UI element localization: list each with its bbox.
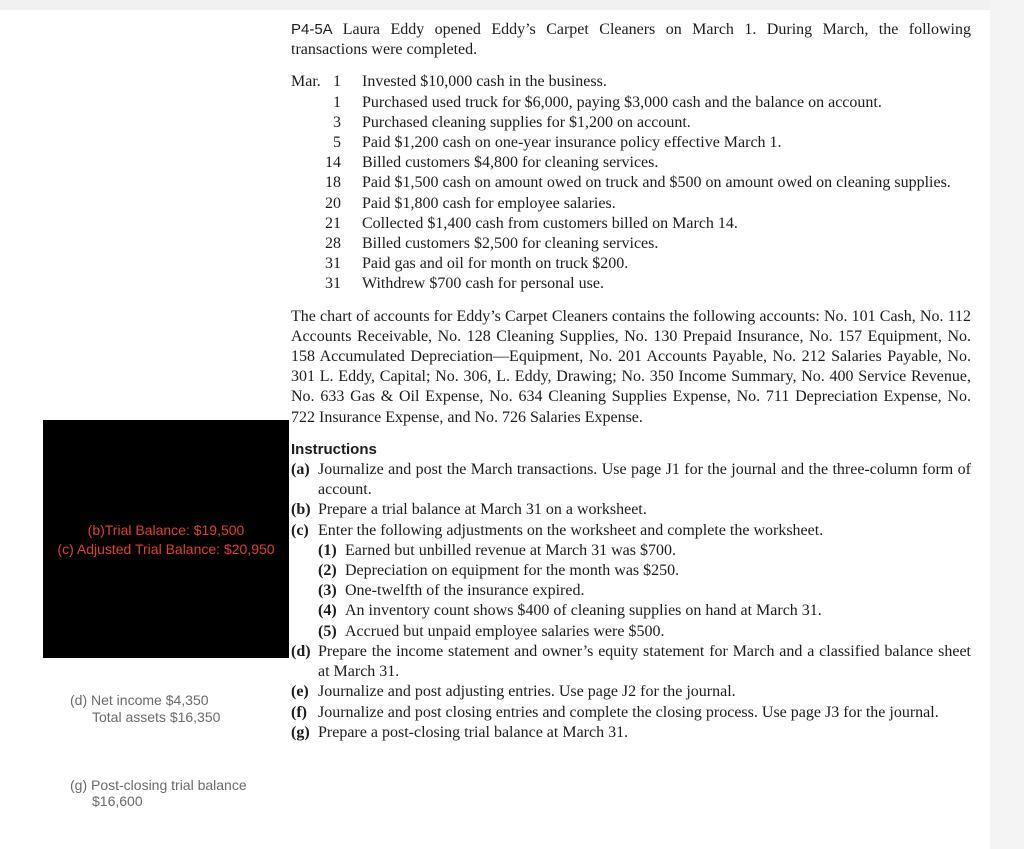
transaction-day: 21 bbox=[325, 214, 341, 232]
transaction-date bbox=[291, 274, 345, 294]
instruction-c bbox=[291, 521, 971, 541]
transaction-description: Billed customers $4,800 for cleaning services. bbox=[362, 154, 659, 172]
transaction-row bbox=[291, 133, 971, 153]
adjustment-4 bbox=[291, 601, 971, 621]
total-assets-answer: Total assets $16,350 bbox=[92, 709, 221, 725]
adjustment-label: (3) bbox=[318, 582, 337, 600]
instruction-label: (g) bbox=[291, 723, 310, 741]
instructions-heading: Instructions bbox=[291, 440, 377, 458]
transaction-date bbox=[291, 93, 345, 113]
instruction-d bbox=[291, 642, 971, 682]
transaction-date bbox=[291, 254, 345, 274]
instruction-text: Journalize and post adjusting entries. Use page J2 for the journal. bbox=[318, 683, 736, 701]
transaction-row bbox=[291, 214, 971, 234]
instruction-label: (d) bbox=[291, 642, 311, 660]
transaction-date bbox=[291, 214, 345, 234]
instruction-text: Prepare a trial balance at March 31 on a worksheet. bbox=[318, 501, 647, 519]
transaction-description: Billed customers $2,500 for cleaning services. bbox=[362, 235, 659, 253]
transaction-day: 14 bbox=[325, 154, 341, 172]
adjustment-label: (2) bbox=[318, 562, 337, 580]
redacted-answer-box bbox=[43, 420, 289, 658]
right-page-margin bbox=[990, 0, 1024, 849]
transaction-day: 5 bbox=[333, 134, 341, 152]
transaction-description: Paid $1,200 cash on one-year insurance policy effective March 1. bbox=[362, 134, 782, 152]
transaction-description: Purchased used truck for $6,000, paying $3,000 cash and the balance on account. bbox=[362, 93, 882, 111]
instruction-text: Journalize and post the March transactions. Use page J1 for the journal and the three-column form of account. bbox=[318, 461, 971, 499]
transaction-date bbox=[291, 72, 345, 92]
top-scan-strip bbox=[0, 0, 1024, 10]
adjustment-text: Accrued but unpaid employee salaries were $500. bbox=[345, 622, 665, 640]
transaction-description: Withdrew $700 cash for personal use. bbox=[362, 275, 604, 293]
adjustment-text: Earned but unbilled revenue at March 31 was $700. bbox=[345, 541, 677, 559]
instruction-b bbox=[291, 500, 971, 520]
transaction-description: Invested $10,000 cash in the business. bbox=[362, 73, 607, 91]
transaction-date bbox=[291, 133, 345, 153]
transaction-day: 1 bbox=[333, 73, 341, 91]
transaction-row bbox=[291, 194, 971, 214]
transaction-date bbox=[291, 113, 345, 133]
transaction-date bbox=[291, 194, 345, 214]
adjustment-2 bbox=[291, 561, 971, 581]
instruction-g bbox=[291, 723, 971, 743]
net-income-answer: (d) Net income $4,350 bbox=[70, 692, 209, 708]
instruction-text: Enter the following adjustments on the worksheet and complete the worksheet. bbox=[318, 521, 824, 539]
transaction-row bbox=[291, 113, 971, 133]
problem-text bbox=[291, 20, 971, 743]
post-closing-answer-label: (g) Post-closing trial balance bbox=[70, 777, 247, 793]
transaction-row bbox=[291, 254, 971, 274]
transaction-day: 1 bbox=[333, 93, 341, 111]
transaction-description: Paid $1,500 cash on amount owed on truck and $500 on amount owed on cleaning supplies. bbox=[362, 174, 951, 192]
trial-balance-answer: (b)Trial Balance: $19,500 bbox=[87, 522, 245, 538]
transaction-row bbox=[291, 153, 971, 173]
transaction-month: Mar. bbox=[291, 73, 321, 91]
adjustment-text: Depreciation on equipment for the month was $250. bbox=[345, 562, 680, 580]
instruction-text: Prepare the income statement and owner’s equity statement for March and a classified balance sheet at March 31. bbox=[318, 642, 971, 681]
transaction-day: 28 bbox=[325, 235, 341, 253]
adjustment-text: One-twelfth of the insurance expired. bbox=[345, 582, 585, 600]
transaction-day: 3 bbox=[333, 113, 341, 131]
transaction-description: Paid gas and oil for month on truck $200. bbox=[362, 255, 629, 273]
transaction-date bbox=[291, 153, 345, 173]
transaction-list bbox=[291, 72, 971, 294]
adjustment-text: An inventory count shows $400 of cleaning supplies on hand at March 31. bbox=[345, 602, 822, 620]
transaction-date bbox=[291, 173, 345, 193]
chart-of-accounts-paragraph: The chart of accounts for Eddy’s Carpet Cleaners contains the following accounts: No. 101 Cash, No. 112 Accounts Receivable, No. 128 Cleaning Supplies, No. 130 Prepaid Insurance, No. 157 Equipment, No. 158 Accumulated Depreciation—Equipment, No. 201 Accounts Payable, No. 212 Salaries Payable, No. 301 L. Eddy, Capital; No. 306, L. Eddy, Drawing; No. 350 Income Summary, No. 400 Service Revenue, No. 633 Gas & Oil Expense, No. 634 Cleaning Supplies Expense, No. 711 Depreciation Expense, No. 722 Insurance Expense, and No. 726 Salaries Expense. bbox=[291, 307, 971, 426]
problem-intro: Laura Eddy opened Eddy’s Carpet Cleaners on March 1. During March, the following transactions were completed. bbox=[291, 21, 971, 59]
transaction-day: 31 bbox=[325, 255, 341, 273]
adjustment-label: (4) bbox=[318, 602, 337, 620]
instruction-a bbox=[291, 460, 971, 500]
instruction-label: (c) bbox=[291, 521, 309, 539]
transaction-day: 18 bbox=[325, 174, 341, 192]
transaction-description: Collected $1,400 cash from customers billed on March 14. bbox=[362, 214, 738, 232]
transaction-date bbox=[291, 234, 345, 254]
adjustment-label: (1) bbox=[318, 541, 337, 559]
transaction-day: 20 bbox=[325, 194, 341, 212]
post-closing-answer-amount: $16,600 bbox=[92, 793, 143, 809]
instruction-text: Journalize and post closing entries and complete the closing process. Use page J3 for the journal. bbox=[318, 703, 939, 721]
transaction-row bbox=[291, 173, 971, 193]
instruction-label: (e) bbox=[291, 683, 309, 701]
transaction-day: 31 bbox=[325, 275, 341, 293]
instruction-f bbox=[291, 703, 971, 723]
adjustment-5 bbox=[291, 622, 971, 642]
adjustment-1 bbox=[291, 541, 971, 561]
transaction-row bbox=[291, 234, 971, 254]
instruction-text: Prepare a post-closing trial balance at March 31. bbox=[318, 723, 629, 741]
problem-id: P4-5A bbox=[291, 21, 333, 38]
transaction-row bbox=[291, 93, 971, 113]
instruction-label: (a) bbox=[291, 461, 310, 479]
adjustment-label: (5) bbox=[318, 622, 337, 640]
transaction-row bbox=[291, 72, 971, 92]
instruction-label: (b) bbox=[291, 501, 311, 519]
adjustment-3 bbox=[291, 581, 971, 601]
transaction-description: Paid $1,800 cash for employee salaries. bbox=[362, 194, 616, 212]
instruction-e bbox=[291, 682, 971, 702]
instruction-label: (f) bbox=[291, 703, 307, 721]
adjusted-trial-balance-answer: (c) Adjusted Trial Balance: $20,950 bbox=[57, 541, 275, 557]
problem-heading bbox=[291, 20, 971, 60]
transaction-description: Purchased cleaning supplies for $1,200 on account. bbox=[362, 113, 691, 131]
transaction-row bbox=[291, 274, 971, 294]
